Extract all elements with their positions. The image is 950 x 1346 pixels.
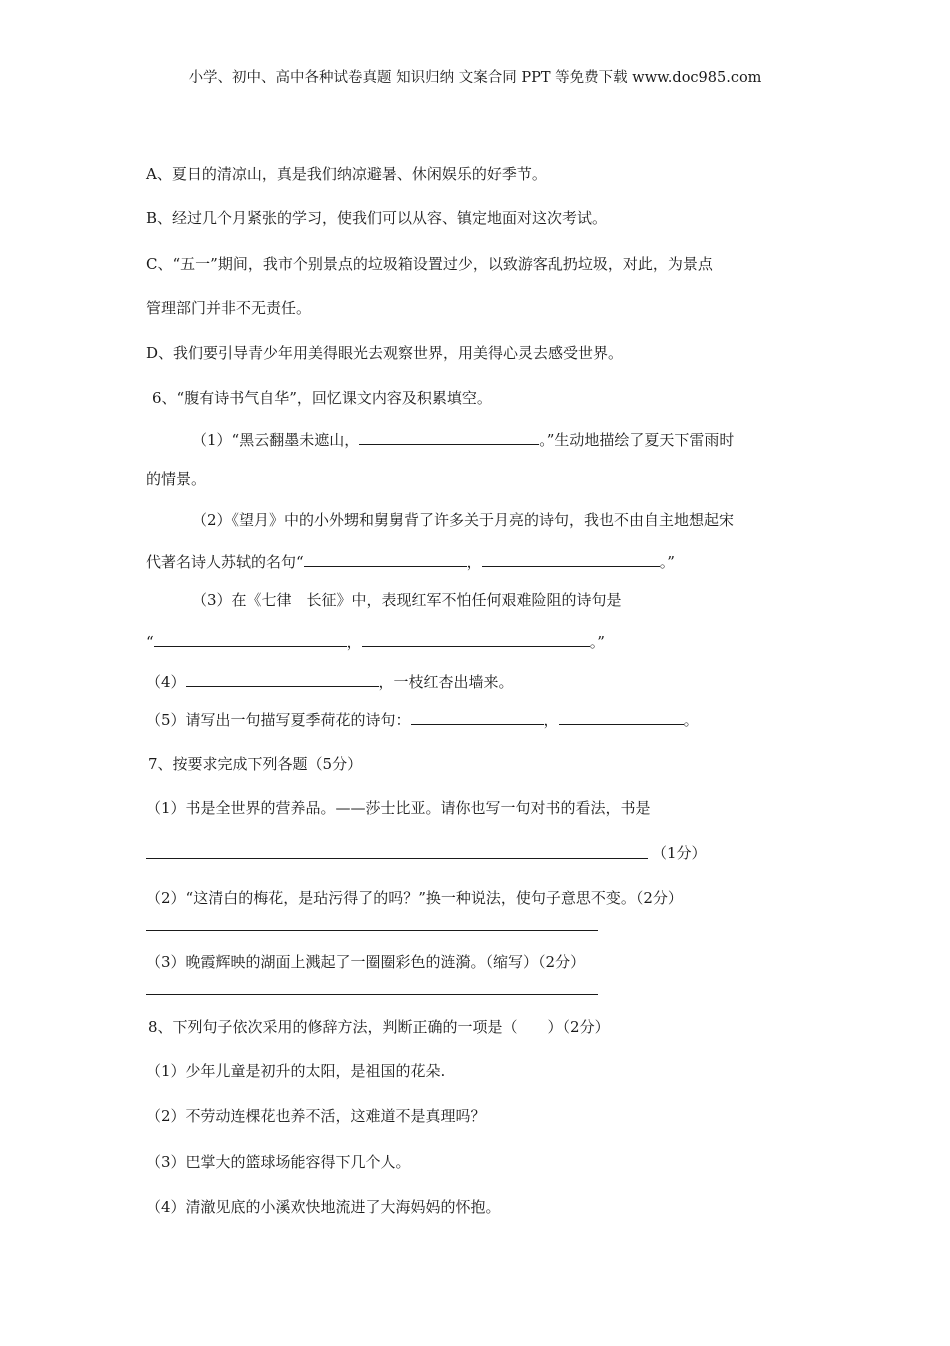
q6-item3-line1: （3）在《七律 长征》中，表现红军不怕任何艰难险阻的诗句是 [192,591,622,609]
q6-title: 6、“腹有诗书气自华”，回忆课文内容及积累填空。 [152,389,492,407]
option-c-line2: 管理部门并非不无责任。 [146,299,312,317]
q8-item1: （1）少年儿童是初升的太阳，是祖国的花朵. [146,1062,446,1080]
q6-item5-prefix: （5）请写出一句描写夏季荷花的诗句： [146,711,411,729]
q7-sub3: （3）晚霞辉映的湖面上溅起了一圈圈彩色的涟漪。（缩写）（2分） [146,953,586,971]
q7-sub2-answer-line[interactable] [146,930,598,931]
q7-sub1-answer-line[interactable] [146,858,648,859]
q7-sub1-score: （1分） [652,844,707,862]
q6-blank-3b[interactable] [362,632,590,647]
q6-item5-comma: ， [543,711,559,729]
option-b: B、经过几个月紧张的学习，使我们可以从容、镇定地面对这次考试。 [146,209,608,227]
q6-item1-cont: 的情景。 [146,470,207,488]
q6-item2-line2 [146,552,675,572]
q6-item3-end: 。” [589,633,605,651]
q6-item5-period: 。 [683,711,699,729]
q6-item3-line2 [146,632,605,652]
q8-item4: （4）清澈见底的小溪欢快地流进了大海妈妈的怀抱。 [146,1198,501,1216]
q7-sub1: （1）书是全世界的营养品。——莎士比亚。请你也写一句对书的看法，书是 [146,799,651,817]
q6-item4 [146,672,514,692]
page-header: 小学、初中、高中各种试卷真题 知识归纳 文案合同 PPT 等免费下载 www.doc985.com [188,70,762,86]
q6-blank-4[interactable] [186,672,379,687]
q6-blank-1[interactable] [359,430,539,445]
q6-item2-end: 。” [659,553,675,571]
q6-item4-suffix: ，一枝红杏出墙来。 [378,673,514,691]
q6-blank-5a[interactable] [411,710,544,725]
q6-item1-prefix: （1）“黑云翻墨未遮山， [192,431,360,449]
q6-blank-5b[interactable] [559,710,684,725]
q6-item2-prefix: 代著名诗人苏轼的名句“ [146,553,304,571]
option-a: A、夏日的清凉山，真是我们纳凉避暑、休闲娱乐的好季节。 [146,165,547,183]
q6-item1 [192,430,734,450]
option-c-line1: C、“五一”期间，我市个别景点的垃圾箱设置过少，以致游客乱扔垃圾，对此，为景点 [146,255,713,273]
q6-item1-suffix: 。”生动地描绘了夏天下雷雨时 [539,431,735,449]
q6-item4-prefix: （4） [146,673,186,691]
q6-item3-comma: ， [346,633,362,651]
q6-item2-comma: ， [466,553,482,571]
q6-blank-2a[interactable] [304,552,467,567]
q7-title: 7、按要求完成下列各题（5分） [148,755,363,773]
q6-item3-open: “ [146,633,154,651]
q6-item2-line1: （2）《望月》中的小外甥和舅舅背了许多关于月亮的诗句，我也不由自主地想起宋 [192,511,735,529]
q8-item3: （3）巴掌大的篮球场能容得下几个人。 [146,1153,411,1171]
q7-sub3-answer-line[interactable] [146,994,598,995]
option-d: D、我们要引导青少年用美得眼光去观察世界，用美得心灵去感受世界。 [146,344,624,362]
q6-blank-3a[interactable] [154,632,347,647]
q8-title: 8、下列句子依次采用的修辞方法，判断正确的一项是（ ）（2分） [148,1018,610,1036]
q8-item2: （2）不劳动连棵花也养不活，这难道不是真理吗？ [146,1107,486,1125]
q6-blank-2b[interactable] [482,552,660,567]
q6-item5 [146,710,699,730]
q7-sub2: （2）“这清白的梅花，是玷污得了的吗？”换一种说法，使句子意思不变。（2分） [146,889,683,907]
